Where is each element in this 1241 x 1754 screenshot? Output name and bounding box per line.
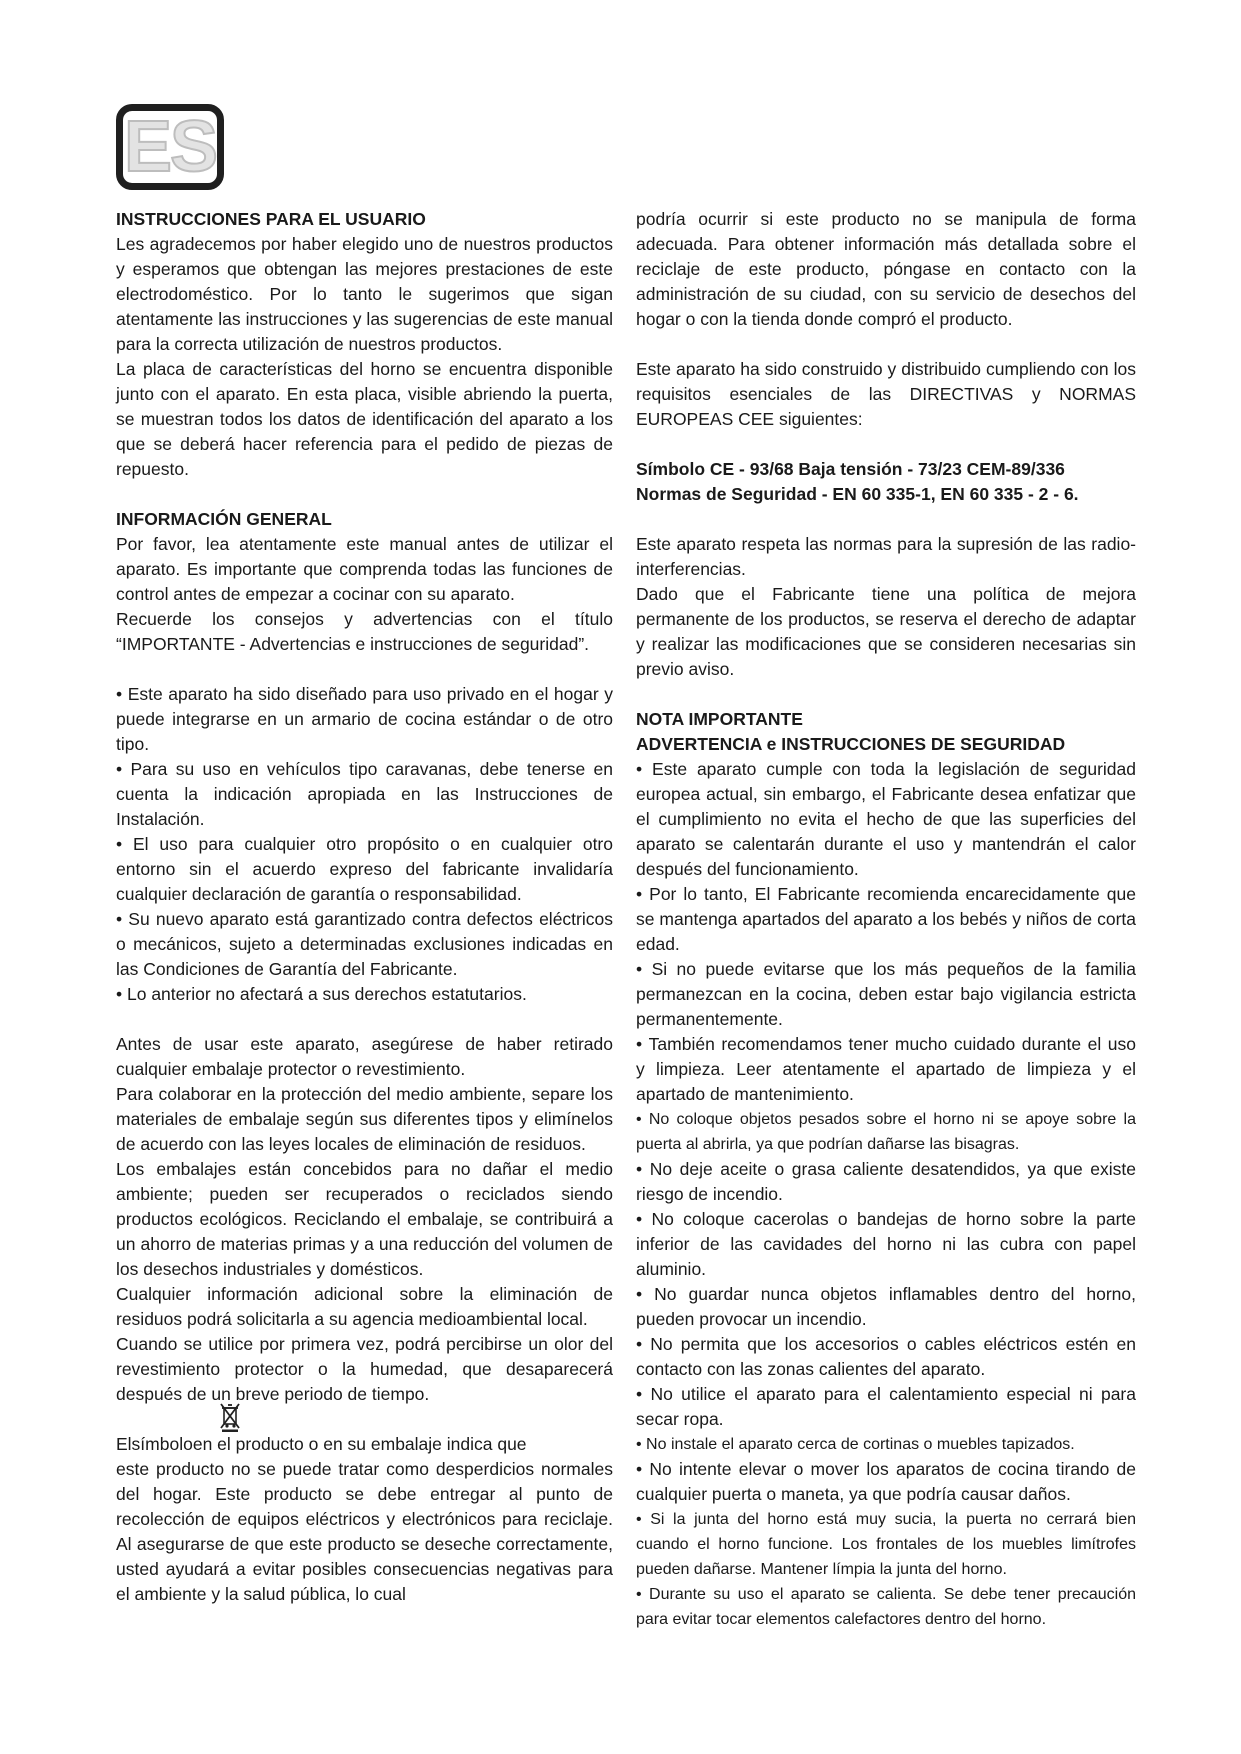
right-column <box>636 207 1136 1632</box>
heading-safety-warning: ADVERTENCIA e INSTRUCCIONES DE SEGURIDAD <box>636 734 1066 754</box>
paragraph: Por favor, lea atentamente este manual antes de utilizar el aparato. Es importante que comprenda todas las funciones de control antes de empezar a cocinar con su aparato. <box>116 534 613 604</box>
ce-symbol-line: Símbolo CE - 93/68 Baja tensión - 73/23 CEM-89/336 <box>636 459 1065 479</box>
language-badge <box>116 104 224 190</box>
list-item: • También recomendamos tener mucho cuidado durante el uso y limpieza. Leer atentamente el apartado de limpieza y el apartado de mantenimiento. <box>636 1032 1136 1107</box>
list-item: • No deje aceite o grasa caliente desatendidos, ya que existe riesgo de incendio. <box>636 1157 1136 1207</box>
list-item: • El uso para cualquier otro propósito o en cualquier otro entorno sin el acuerdo expreso del fabricante invalidaría cualquier declaración de garantía o responsabilidad. <box>116 832 613 907</box>
paragraph: este producto no se puede tratar como desperdicios normales del hogar. Este producto se debe entregar al punto de recolección de equipos eléctricos y electrónicos para reciclaje. Al asegurarse de que este producto se deseche correctamente, usted ayudará a evitar posibles consecuencias negativas para el ambiente y la salud pública, lo cual <box>116 1459 613 1604</box>
list-item: • No coloque cacerolas o bandejas de horno sobre la parte inferior de las cavidades del horno ni las cubra con papel aluminio. <box>636 1207 1136 1282</box>
paragraph: La placa de características del horno se encuentra disponible junto con el aparato. En esta placa, visible abriendo la puerta, se muestran todos los datos de identificación del aparato a los que se deberá hacer referencia para el pedido de piezas de repuesto. <box>116 359 613 479</box>
list-item: • Lo anterior no afectará a sus derechos estatutarios. <box>116 982 613 1007</box>
list-item: • Durante su uso el aparato se calienta. Se debe tener precaución para evitar tocar elementos calefactores dentro del horno. <box>636 1582 1136 1632</box>
paragraph: Cuando se utilice por primera vez, podrá percibirse un olor del revestimiento protector o la humedad, que desaparecerá después de un breve periodo de tiempo. <box>116 1334 613 1404</box>
list-item: • No permita que los accesorios o cables eléctricos estén en contacto con las zonas calientes del aparato. <box>636 1332 1136 1382</box>
paragraph: Los embalajes están concebidos para no dañar el medio ambiente; pueden ser recuperados o reciclados siendo productos ecológicos. Reciclando el embalaje, se contribuirá a un ahorro de materias primas y a una reducción del volumen de los desechos industriales y domésticos. <box>116 1159 613 1279</box>
paragraph: Este aparato ha sido construido y distribuido cumpliendo con los requisitos esenciales de las DIRECTIVAS y NORMAS EUROPEAS CEE siguientes: <box>636 359 1136 429</box>
list-item: • Este aparato ha sido diseñado para uso privado en el hogar y puede integrarse en un armario de cocina estándar o de otro tipo. <box>116 682 613 757</box>
paragraph: Cualquier información adicional sobre la eliminación de residuos podrá solicitarla a su agencia medioambiental local. <box>116 1284 613 1329</box>
list-item: • No utilice el aparato para el calentamiento especial ni para secar ropa. <box>636 1382 1136 1432</box>
list-item: • Este aparato cumple con toda la legislación de seguridad europea actual, sin embargo, el Fabricante desea enfatizar que el cumplimiento no evita el hecho de que las superficies del aparato se calentarán durante el uso y mantendrán el calor después del funcionamiento. <box>636 757 1136 882</box>
heading-user-instructions: INSTRUCCIONES PARA EL USUARIO <box>116 209 426 229</box>
weee-notice <box>116 1432 613 1457</box>
list-item: • No instale el aparato cerca de cortinas o muebles tapizados. <box>636 1432 1136 1457</box>
list-item: • Su nuevo aparato está garantizado contra defectos eléctricos o mecánicos, sujeto a determinadas exclusiones indicadas en las Condiciones de Garantía del Fabricante. <box>116 907 613 982</box>
crossed-bin-icon <box>219 1402 241 1432</box>
list-item: • Para su uso en vehículos tipo caravanas, debe tenerse en cuenta la indicación apropiada en las Instrucciones de Instalación. <box>116 757 613 832</box>
heading-important-note: NOTA IMPORTANTE <box>636 709 803 729</box>
left-column <box>116 207 613 1607</box>
list-item: • No guardar nunca objetos inflamables dentro del horno, pueden provocar un incendio. <box>636 1282 1136 1332</box>
paragraph: Dado que el Fabricante tiene una política de mejora permanente de los productos, se reserva el derecho de adaptar y realizar las modificaciones que se consideren necesarias sin previo aviso. <box>636 584 1136 679</box>
list-item: • No intente elevar o mover los aparatos de cocina tirando de cualquier puerta o maneta, ya que podría causar daños. <box>636 1457 1136 1507</box>
paragraph: Antes de usar este aparato, asegúrese de haber retirado cualquier embalaje protector o revestimiento. <box>116 1034 613 1079</box>
paragraph: Este aparato respeta las normas para la supresión de las radio-interferencias. <box>636 534 1136 579</box>
safety-norms-line: Normas de Seguridad - EN 60 335-1, EN 60 335 - 2 - 6. <box>636 484 1079 504</box>
paragraph: Elsímboloen el producto o en su embalaje indica que <box>116 1434 527 1454</box>
paragraph: Recuerde los consejos y advertencias con el título “IMPORTANTE - Advertencias e instrucciones de seguridad”. <box>116 609 613 654</box>
heading-general-info: INFORMACIÓN GENERAL <box>116 509 332 529</box>
paragraph: Les agradecemos por haber elegido uno de nuestros productos y esperamos que obtengan las mejores prestaciones de este electrodoméstico. Por lo tanto le sugerimos que sigan atentamente las instrucciones y las sugerencias de este manual para la correcta utilización de nuestros productos. <box>116 234 613 354</box>
paragraph: Para colaborar en la protección del medio ambiente, separe los materiales de embalaje según sus diferentes tipos y elimínelos de acuerdo con las leyes locales de eliminación de residuos. <box>116 1084 613 1154</box>
list-item: • No coloque objetos pesados sobre el horno ni se apoye sobre la puerta al abrirla, ya que podrían dañarse las bisagras. <box>636 1107 1136 1157</box>
list-item: • Por lo tanto, El Fabricante recomienda encarecidamente que se mantenga apartados del aparato a los bebés y niños de corta edad. <box>636 882 1136 957</box>
language-code: ES <box>123 107 217 187</box>
list-item: • Si no puede evitarse que los más pequeños de la familia permanezcan en la cocina, deben estar bajo vigilancia estricta permanentemente. <box>636 957 1136 1032</box>
paragraph: podría ocurrir si este producto no se manipula de forma adecuada. Para obtener información más detallada sobre el reciclaje de este producto, póngase en contacto con la administración de su ciudad, con su servicio de desechos del hogar o con la tienda donde compró el producto. <box>636 209 1136 329</box>
list-item: • Si la junta del horno está muy sucia, la puerta no cerrará bien cuando el horno funcione. Los frontales de los muebles limítrofes pueden dañarse. Mantener límpia la junta del horno. <box>636 1507 1136 1582</box>
